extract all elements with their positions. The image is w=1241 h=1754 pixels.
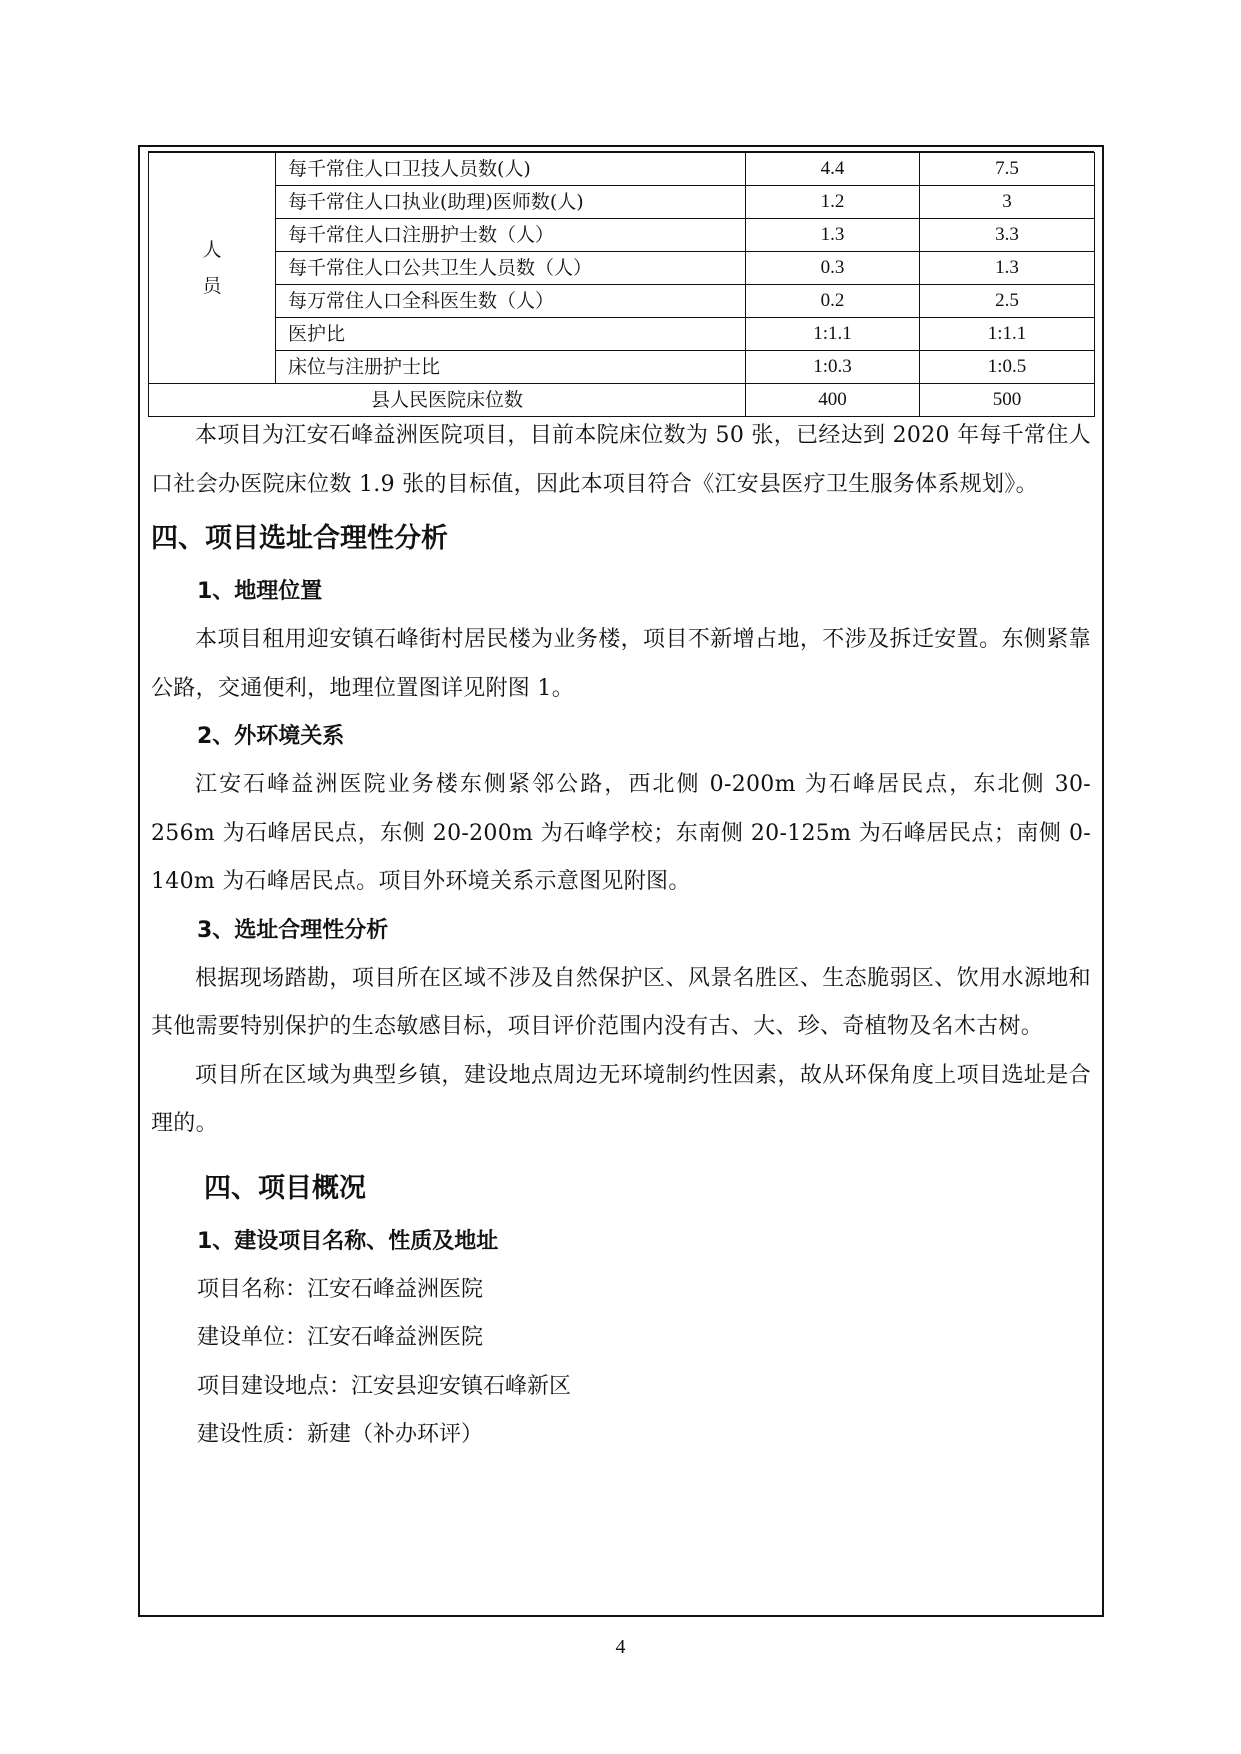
indicator-cell: 医护比: [276, 318, 746, 351]
indicator-cell: 每千常住人口执业(助理)医师数(人): [276, 186, 746, 219]
value-2015-cell: 0.2: [746, 285, 920, 318]
paragraph: 江安石峰益洲医院业务楼东侧紧邻公路，西北侧 0-200m 为石峰居民点，东北侧 30-256m 为石峰居民点，东侧 20-200m 为石峰学校；东南侧 20-125m 为石峰居民点；南侧 0-140m 为石峰居民点。项目外环境关系示意图见附图。: [151, 772, 1091, 894]
value-2020-cell: 1:1.1: [920, 318, 1095, 351]
value-2020-cell: 3.3: [920, 219, 1095, 252]
indicator-cell: 每千常住人口公共卫生人员数（人）: [276, 252, 746, 285]
health-indicator-table: [148, 152, 1095, 417]
paragraph: 根据现场踏勘，项目所在区域不涉及自然保护区、风景名胜区、生态脆弱区、饮用水源地和其他需要特别保护的生态敏感目标，项目评价范围内没有古、大、珍、奇植物及名木古树。: [151, 965, 1091, 1039]
value-2015-cell: 0.3: [746, 252, 920, 285]
location-line: 项目建设地点：江安县迎安镇石峰新区: [197, 1373, 572, 1399]
indicator-cell: 每千常住人口注册护士数（人）: [276, 219, 746, 252]
value-2020-cell: 1:0.5: [920, 351, 1095, 384]
value-2015-cell: 4.4: [746, 153, 920, 186]
category-cell: 人 员: [149, 153, 276, 384]
table-row: [149, 219, 1095, 252]
builder-line: 建设单位：江安石峰益洲医院: [197, 1325, 484, 1350]
value-2020-cell: 1.3: [920, 252, 1095, 285]
indicator-cell: 床位与注册护士比: [276, 351, 746, 384]
indicator-cell: 每千常住人口卫技人员数(人): [276, 153, 746, 186]
subsection-heading: 3、选址合理性分析: [197, 917, 389, 943]
subsection-heading: 2、外环境关系: [197, 724, 345, 749]
section-heading: 四、项目概况: [204, 1172, 366, 1204]
table-row: [149, 153, 1095, 186]
subsection-heading: 1、建设项目名称、性质及地址: [197, 1228, 499, 1254]
table-row: [149, 285, 1095, 318]
value-2015-cell: 1.2: [746, 186, 920, 219]
project-name-line: 项目名称：江安石峰益洲医院: [197, 1276, 484, 1302]
table-row: [149, 252, 1095, 285]
intro-paragraph: 本项目为江安石峰益洲医院项目，目前本院床位数为 50 张，已经达到 2020 年每千常住人口社会办医院床位数 1.9 张的目标值，因此本项目符合《江安县医疗卫生服务体系规划》。: [151, 423, 1091, 497]
page-number: 4: [615, 1636, 626, 1658]
value-2020-cell: 3: [920, 186, 1095, 219]
value-2015-cell: 400: [746, 384, 920, 417]
document-body: [151, 412, 1091, 1460]
paragraph: 本项目租用迎安镇石峰街村居民楼为业务楼，项目不新增占地，不涉及拆迁安置。东侧紧靠公路，交通便利，地理位置图详见附图 1。: [151, 627, 1091, 701]
table-row: [149, 351, 1095, 384]
value-2020-cell: 2.5: [920, 285, 1095, 318]
table-row: [149, 186, 1095, 219]
indicator-cell: 每万常住人口全科医生数（人）: [276, 285, 746, 318]
value-2020-cell: 500: [920, 384, 1095, 417]
nature-line: 建设性质：新建（补办环评）: [197, 1422, 484, 1447]
indicator-cell: 县人民医院床位数: [149, 384, 746, 417]
value-2015-cell: 1:1.1: [746, 318, 920, 351]
section-heading: 四、项目选址合理性分析: [151, 523, 448, 554]
paragraph: 项目所在区域为典型乡镇，建设地点周边无环境制约性因素，故从环保角度上项目选址是合理的。: [151, 1062, 1091, 1136]
table-row: [149, 318, 1095, 351]
value-2015-cell: 1.3: [746, 219, 920, 252]
value-2015-cell: 1:0.3: [746, 351, 920, 384]
subsection-heading: 1、地理位置: [197, 579, 323, 604]
value-2020-cell: 7.5: [920, 153, 1095, 186]
